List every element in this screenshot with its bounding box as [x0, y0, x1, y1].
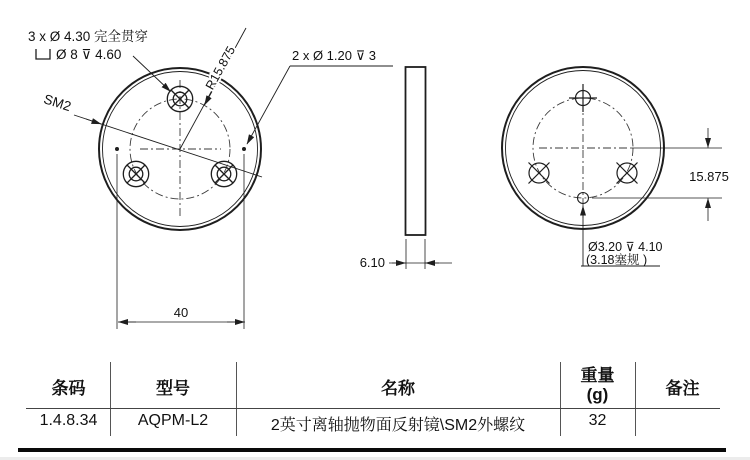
offset-dim-label: 15.875	[689, 169, 729, 184]
col-header-weight: 重量	[580, 366, 615, 385]
sm2-leader-arrow	[86, 119, 101, 124]
hole-top-back	[569, 84, 597, 112]
thread-label: SM2	[41, 91, 73, 115]
counterbored-hole-right	[211, 161, 236, 186]
side-view	[389, 67, 452, 269]
counterbored-hole-left	[123, 161, 148, 186]
radius-label: R15.875	[202, 43, 239, 93]
cell-name: 2英寸离轴抛物面反射镜\SM2外螺纹	[270, 417, 526, 434]
gauge-callout-line1: Ø3.20 ⊽ 4.10	[588, 240, 663, 254]
back-view	[502, 67, 722, 266]
cell-weight: 32	[588, 412, 607, 429]
counterbore-leader	[133, 56, 171, 92]
hole-left-back	[529, 163, 550, 184]
col-header-remark: 备注	[665, 379, 700, 398]
col-header-barcode: 条码	[51, 379, 86, 398]
col-header-weight-unit: (g)	[586, 385, 609, 404]
counterbore-icon	[36, 49, 50, 59]
small-hole-left	[115, 147, 119, 151]
cell-barcode: 1.4.8.34	[39, 412, 98, 429]
hole-right-back	[617, 163, 638, 184]
small-hole-right	[242, 147, 246, 151]
small-holes-leader	[247, 66, 290, 144]
table-header-rule	[26, 408, 720, 409]
dim-40-label: 40	[173, 305, 189, 320]
counterbore-callout-line2: Ø 8 ⊽ 4.60	[56, 47, 122, 62]
col-header-model: 型号	[156, 379, 190, 398]
col-header-name: 名称	[381, 379, 415, 398]
dim-thickness-label: 6.10	[359, 255, 385, 270]
gauge-callout-line2: (3.18塞规 )	[586, 253, 648, 267]
cell-model: AQPM-L2	[137, 412, 209, 429]
small-holes-callout: 2 x Ø 1.20 ⊽ 3	[292, 48, 376, 63]
table-bottom-rule	[18, 448, 726, 452]
counterbore-callout-line1: 3 x Ø 4.30 完全贯穿	[28, 29, 149, 44]
disc-profile	[406, 67, 426, 235]
